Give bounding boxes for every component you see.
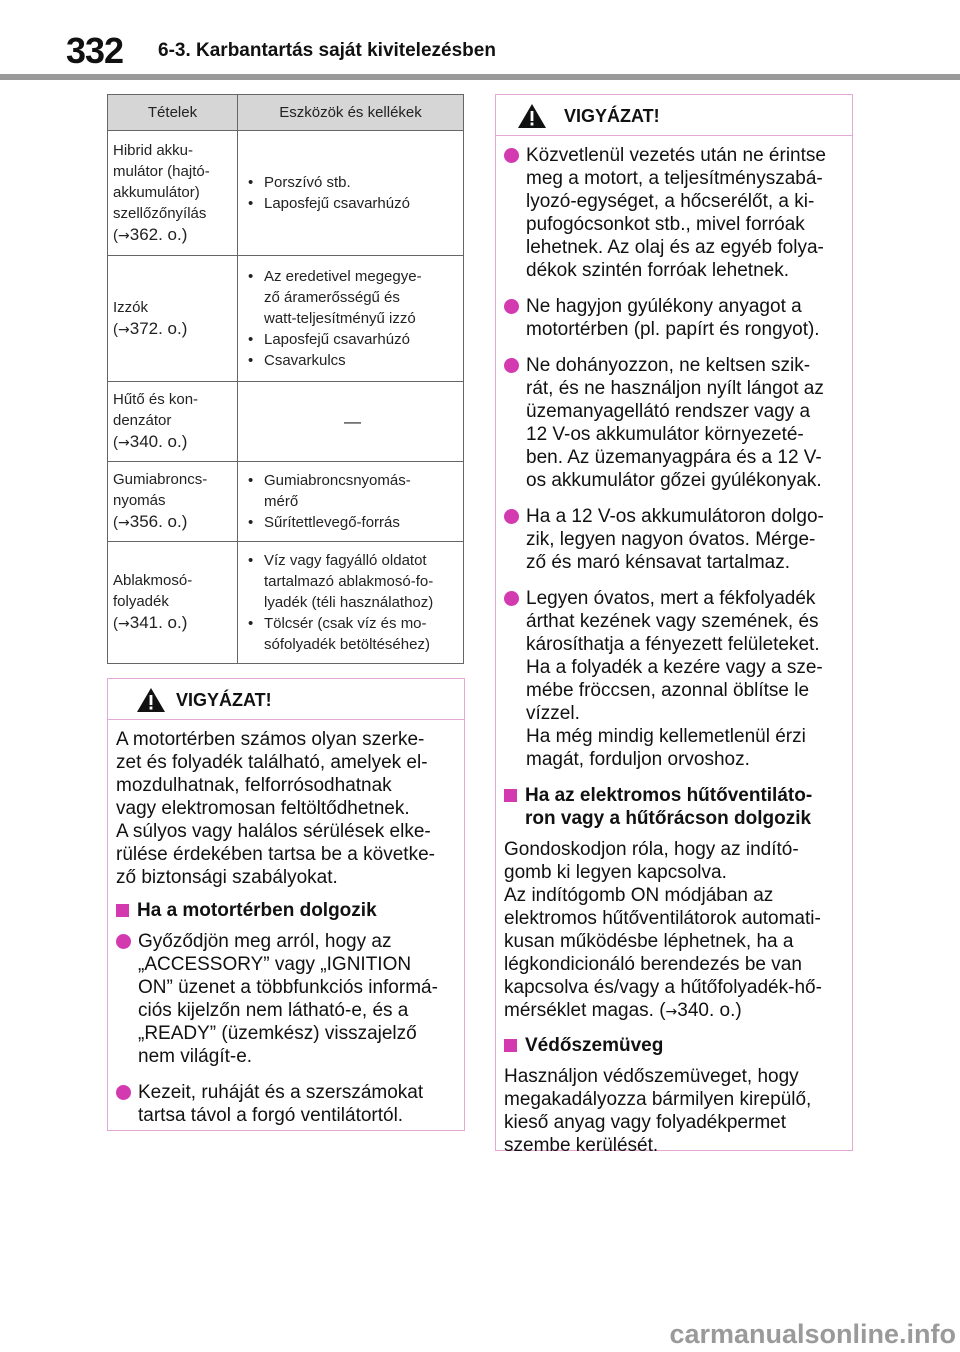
section-title: 6-3. Karbantartás saját kivitelezésben [158,40,496,61]
table-row [108,256,464,382]
page-number: 332 [66,30,124,71]
table-row [108,131,464,256]
warning-title: VIGYÁZAT! [176,690,272,710]
warning-triangle-icon [517,103,547,129]
circle-bullet-icon [116,934,131,949]
arrow-icon: → [118,515,130,531]
circle-bullet-icon [504,591,519,606]
table-cell-tools [238,542,464,664]
item-name: Ablakmosó- folyadék [113,572,193,610]
table-header-row [108,95,464,131]
table-cell-item [108,542,238,664]
header-rule [0,74,960,80]
list-item: • Víz vagy fagyálló oldatot tartalmazó ablakmosó-fo- lyadék (téli használathoz) [246,550,459,613]
table-cell-tools [238,462,464,542]
table-cell-tools-empty: — [238,382,464,462]
page-ref: (→356. o.) [113,512,188,531]
item-name: Izzók [113,298,149,316]
subheading-text: Védőszemüveg [525,1035,664,1056]
goggles-paragraph: Használjon védőszemüveget, hogy megakadályozza bármilyen kirepülő, kieső anyag vagy folyadékpermet szembe kerülését. [504,1066,812,1156]
list-item: • Tölcsér (csak víz és mo- sófolyadék betöltéséhez) [246,613,459,655]
subheading [504,784,842,830]
list-item: • Laposfejű csavarhúzó [246,329,459,350]
list-item: • Gumiabroncsnyomás- mérő [246,470,459,512]
table-cell-item [108,462,238,542]
list-item [116,930,454,1068]
square-bullet-icon [116,904,129,917]
bullet-text: Győződjön meg arról, hogy az „ACCESSORY” vagy „IGNITION ON” üzenet a többfunkciós informá- ciós kijelzőn nem látható-e, és a „READY” (üzemkész) visszajelző nem világít-e. [138,931,438,1067]
warning-header [108,679,464,720]
circle-bullet-icon [116,1085,131,1100]
bullet-text: Ne hagyjon gyúlékony anyagot a motortérben (pl. papírt és rongyot). [526,296,820,340]
bullet-text: Kezeit, ruháját és a szerszámokat tartsa távol a forgó ventilátortól. [138,1082,424,1126]
table-cell-tools [238,131,464,256]
list-item: • Csavarkulcs [246,350,459,371]
table-cell-item [108,256,238,382]
list-item: • Laposfejű csavarhúzó [246,193,459,214]
circle-bullet-icon [504,299,519,314]
watermark: carmanualsonline.info [669,1319,956,1349]
table-row [108,382,464,462]
warning-body [496,136,852,1157]
list-item [504,587,842,771]
warning-box-right [495,94,853,1156]
list-item [504,144,842,282]
arrow-icon: → [665,1004,678,1020]
warning-body [108,720,464,1127]
table-row [108,462,464,542]
list-item: • Az eredetivel megegye- ző áramerősségű és watt-teljesítményű izzó [246,266,459,329]
arrow-icon: → [118,227,130,244]
item-name: Hibrid akku- mulátor (hajtó- akkumulátor) szellőzőnyílás [113,141,210,222]
square-bullet-icon [504,1039,517,1052]
bullet-text: Legyen óvatos, mert a fékfolyadék árthat kezének vagy szemének, és károsíthatja a fényezett felületeket. Ha a folyadék a kezére vagy a sze- mébe fröccsen, azonnal öblítse le vízzel. Ha még mindig kellemetlenül érzi magát, forduljon orvoshoz. [526,588,823,770]
bullet-text: Ha a 12 V-os akkumulátoron dolgo- zik, legyen nagyon óvatos. Mérge- ző és maró kénsavat tartalmaz. [526,506,824,573]
arrow-icon: → [118,321,130,338]
arrow-icon: → [118,435,130,451]
page-ref: (→362. o.) [113,224,188,244]
list-item: • Sűrítettlevegő-forrás [246,512,459,533]
list-item [116,1081,454,1127]
page-ref: (→340. o.) [113,432,188,451]
item-name: Hűtő és kon- denzátor [113,391,199,429]
subheading [116,899,454,922]
warning-header [496,95,852,136]
circle-bullet-icon [504,358,519,373]
item-name: Gumiabroncs- nyomás [113,471,208,509]
warning-intro: A motortérben számos olyan szerke- zet és folyadék található, amelyek el- mozdulhatnak, felforrósodhatnak vagy elektromosan feltöltődhetnek. A súlyos vagy halálos sérülések elke- rülése érdekében tartsa be a követke- ző biztonsági szabályokat. [116,729,435,888]
warning-box-left [107,678,465,1131]
list-item [504,354,842,492]
fan-paragraph: Gondoskodjon róla, hogy az indító- gomb ki legyen kapcsolva. Az indítógomb ON módjában az elektromos hűtőventilátorok automati- kusan működésbe léphetnek, ha a légkondicionáló berendezés be van kapcsolva és/vagy a hűtőfolyadék-hő- mérséklet magas. (→340. o.) [504,839,822,1021]
tools-table [107,94,464,664]
page-ref: (→341. o.) [113,613,188,632]
subheading [504,1034,842,1057]
table-cell-item [108,382,238,462]
subheading-text: Ha a motortérben dolgozik [137,900,377,921]
list-item: • Porszívó stb. [246,172,459,193]
circle-bullet-icon [504,148,519,163]
page-header [0,0,960,82]
warning-triangle-icon [136,687,166,713]
square-bullet-icon [504,789,517,802]
column-header-items: Tételek [108,95,238,131]
list-item [504,505,842,574]
circle-bullet-icon [504,509,519,524]
table-row [108,542,464,664]
table-cell-tools [238,256,464,382]
bullet-text: Ne dohányozzon, ne keltsen szik- rát, és ne használjon nyílt lángot az üzemanyagellátó rendszer vagy a 12 V-os akkumulátor környezeté- ben. Az üzemanyagpára és a 12 V- os akkumulátor gőzei gyúlékonyak. [526,355,824,491]
column-header-tools: Eszközök és kellékek [238,95,464,131]
warning-title: VIGYÁZAT! [564,106,660,126]
table-cell-item [108,131,238,256]
subheading-text: Ha az elektromos hűtőventiláto- ron vagy a hűtőrácson dolgozik [525,785,813,829]
arrow-icon: → [118,616,130,632]
bullet-text: Közvetlenül vezetés után ne érintse meg a motort, a teljesítményszabá- lyozó-egységet, a hőcserélőt, a ki- pufogócsonkot stb., mivel forróak lehetnek. Az olaj és az egyéb folya- dékok szintén forróak lehetnek. [526,145,826,281]
list-item [504,295,842,341]
page-ref: (→372. o.) [113,318,188,338]
